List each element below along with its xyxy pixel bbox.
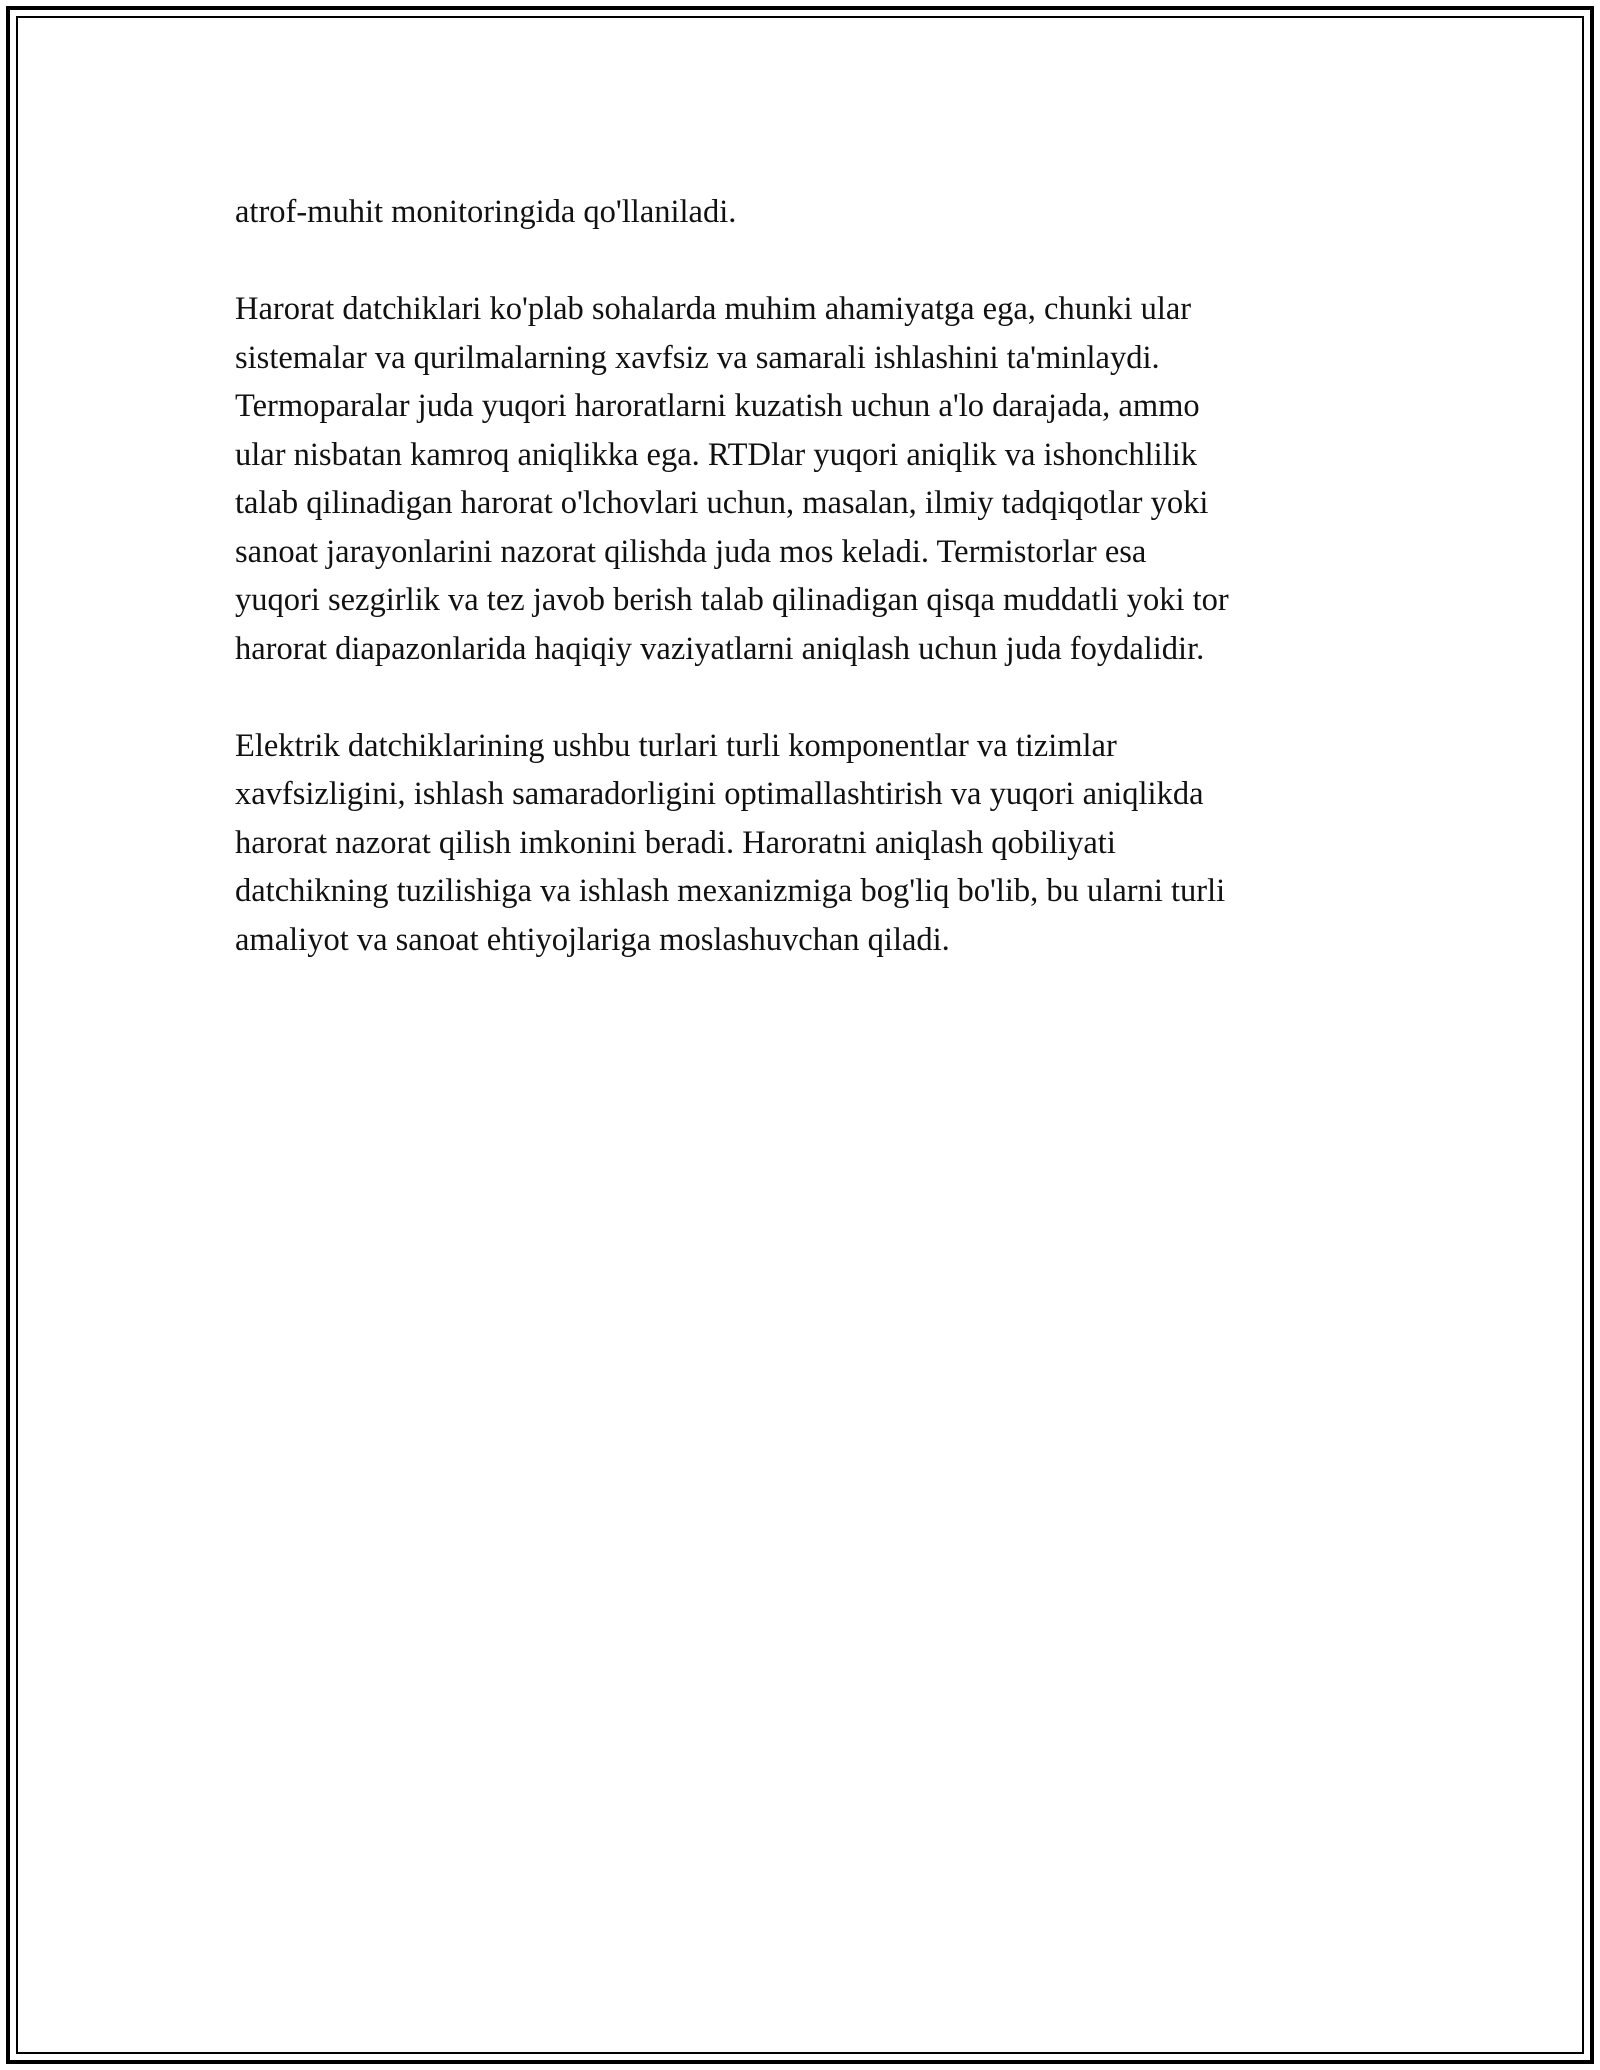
text-line: xavfsizligini, ishlash samaradorligini optimallashtirish va yuqori aniqlikda <box>235 776 1204 812</box>
text-line: Termoparalar juda yuqori haroratlarni kuzatish uchun a'lo darajada, ammo <box>235 388 1200 424</box>
text-line: datchikning tuzilishiga va ishlash mexanizmiga bog'liq bo'lib, bu ularni turli <box>235 873 1226 909</box>
text-line: ular nisbatan kamroq aniqlikka ega. RTDlar yuqori aniqlik va ishonchlilik <box>235 436 1197 473</box>
text-line: talab qilinadigan harorat o'lchovlari uchun, masalan, ilmiy tadqiqotlar yoki <box>235 485 1209 521</box>
text-line: sanoat jarayonlarini nazorat qilishda juda mos keladi. Termistorlar esa <box>235 533 1147 570</box>
paragraph-2 <box>235 285 1395 673</box>
paragraph-3 <box>235 722 1395 965</box>
paragraph-1 <box>235 188 1395 237</box>
text-line: atrof-muhit monitoringida qo'llaniladi. <box>235 194 737 230</box>
text-line: Harorat datchiklari ko'plab sohalarda muhim ahamiyatga ega, chunki ular <box>235 291 1192 327</box>
page-body <box>235 188 1395 1013</box>
text-line: harorat nazorat qilish imkonini beradi. Haroratni aniqlash qobiliyati <box>235 824 1116 861</box>
text-line: sistemalar va qurilmalarning xavfsiz va samarali ishlashini ta'minlaydi. <box>235 339 1160 376</box>
text-line: Elektrik datchiklarining ushbu turlari turli komponentlar va tizimlar <box>235 727 1117 764</box>
text-line: amaliyot va sanoat ehtiyojlariga moslashuvchan qiladi. <box>235 921 950 958</box>
text-line: harorat diapazonlarida haqiqiy vaziyatlarni aniqlash uchun juda foydalidir. <box>235 630 1205 667</box>
text-line: yuqori sezgirlik va tez javob berish talab qilinadigan qisqa muddatli yoki tor <box>235 582 1229 618</box>
